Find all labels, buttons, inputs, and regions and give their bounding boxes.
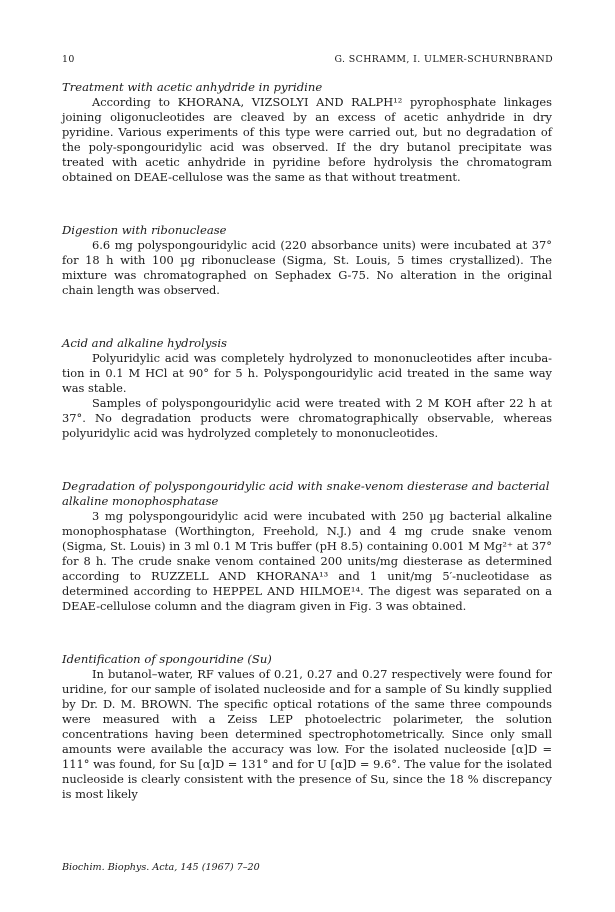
section-heading: Digestion with ribonuclease [62, 223, 227, 237]
section-heading: Identification of spongouridine (Su) [62, 652, 272, 666]
section-paragraph: Polyuridylic acid was completely hydrolyzed to mononucleotides after incuba-tion in 0.1 M HCl at 90° for 5 h. Polyspongouridylic acid treated in the same way was stable. [62, 351, 552, 395]
section-paragraph: Samples of polyspongouridylic acid were treated with 2 M KOH after 22 h at 37°. No degradation products were chromatographically observable, whereas polyuridylic acid was hydrolyzed completely to mononucleotides. [62, 396, 552, 440]
section-heading: Degradation of polyspongouridylic acid with snake-venom diesterase and bacterial alkaline monophosphatase [62, 479, 550, 508]
section-paragraph: 6.6 mg polyspongouridylic acid (220 absorbance units) were incubated at 37° for 18 h with 100 µg ribonuclease (Sigma, St. Louis, 5 times crystallized). The mixture was chromatographed on Sephadex G-75. No alteration in the original chain length was observed. [62, 238, 552, 297]
page-number: 10 [62, 54, 75, 65]
section-paragraph: In butanol–water, RF values of 0.21, 0.27 and 0.27 respectively were found for uridine, for our sample of isolated nucleoside and for a sample of Su kindly supplied by Dr. D. M. BROWN. The specific optical rotations of the same three compounds were measured with a Zeiss LEP photoelectric polarimeter, the solution concentrations having been determined spectrophotometrically. Since only small amounts were available the accuracy was low. For the isolated nucleoside [α]D = 111° was found, for Su [α]D = 131° and for U [α]D = 9.6°. The value for the isolated nucleoside is clearly consistent with the presence of Su, since the 18 % discrepancy is most likely [62, 667, 552, 801]
section-paragraph: According to KHORANA, VIZSOLYI AND RALPH¹² pyrophosphate linkages joining oligonucleotides are cleaved by an excess of acetic anhydride in dry pyridine. Various experiments of this type were carried out, but no degradation of the poly-spongouridylic acid was observed. If the dry butanol precipitate was treated with acetic anhydride in pyridine before hydrolysis the chromatogram obtained on DEAE-cellulose was the same as that without treatment. [62, 95, 552, 184]
section-heading: Acid and alkaline hydrolysis [62, 336, 227, 350]
section-ribonuclease [62, 223, 552, 298]
section-heading: Treatment with acetic anhydride in pyridine [62, 80, 323, 94]
section-spongouridine [62, 652, 552, 802]
section-hydrolysis [62, 336, 552, 441]
journal-citation: Biochim. Biophys. Acta, 145 (1967) 7–20 [62, 862, 260, 873]
section-degradation [62, 479, 552, 614]
section-acetic-anhydride [62, 80, 552, 185]
article-body [62, 80, 552, 802]
section-paragraph: 3 mg polyspongouridylic acid were incubated with 250 µg bacterial alkaline monophosphatase (Worthington, Freehold, N.J.) and 4 mg crude snake venom (Sigma, St. Louis) in 3 ml 0.1 M Tris buffer (pH 8.5) containing 0.001 M Mg²⁺ at 37° for 8 h. The crude snake venom contained 200 units/mg diesterase as determined according to RUZZELL AND KHORANA¹³ and 1 unit/mg 5′-nucleotidase as determined according to HEPPEL AND HILMOE¹⁴. The digest was separated on a DEAE-cellulose column and the diagram given in Fig. 3 was obtained. [62, 509, 552, 613]
running-head-authors: G. SCHRAMM, I. ULMER-SCHURNBRAND [334, 54, 553, 65]
